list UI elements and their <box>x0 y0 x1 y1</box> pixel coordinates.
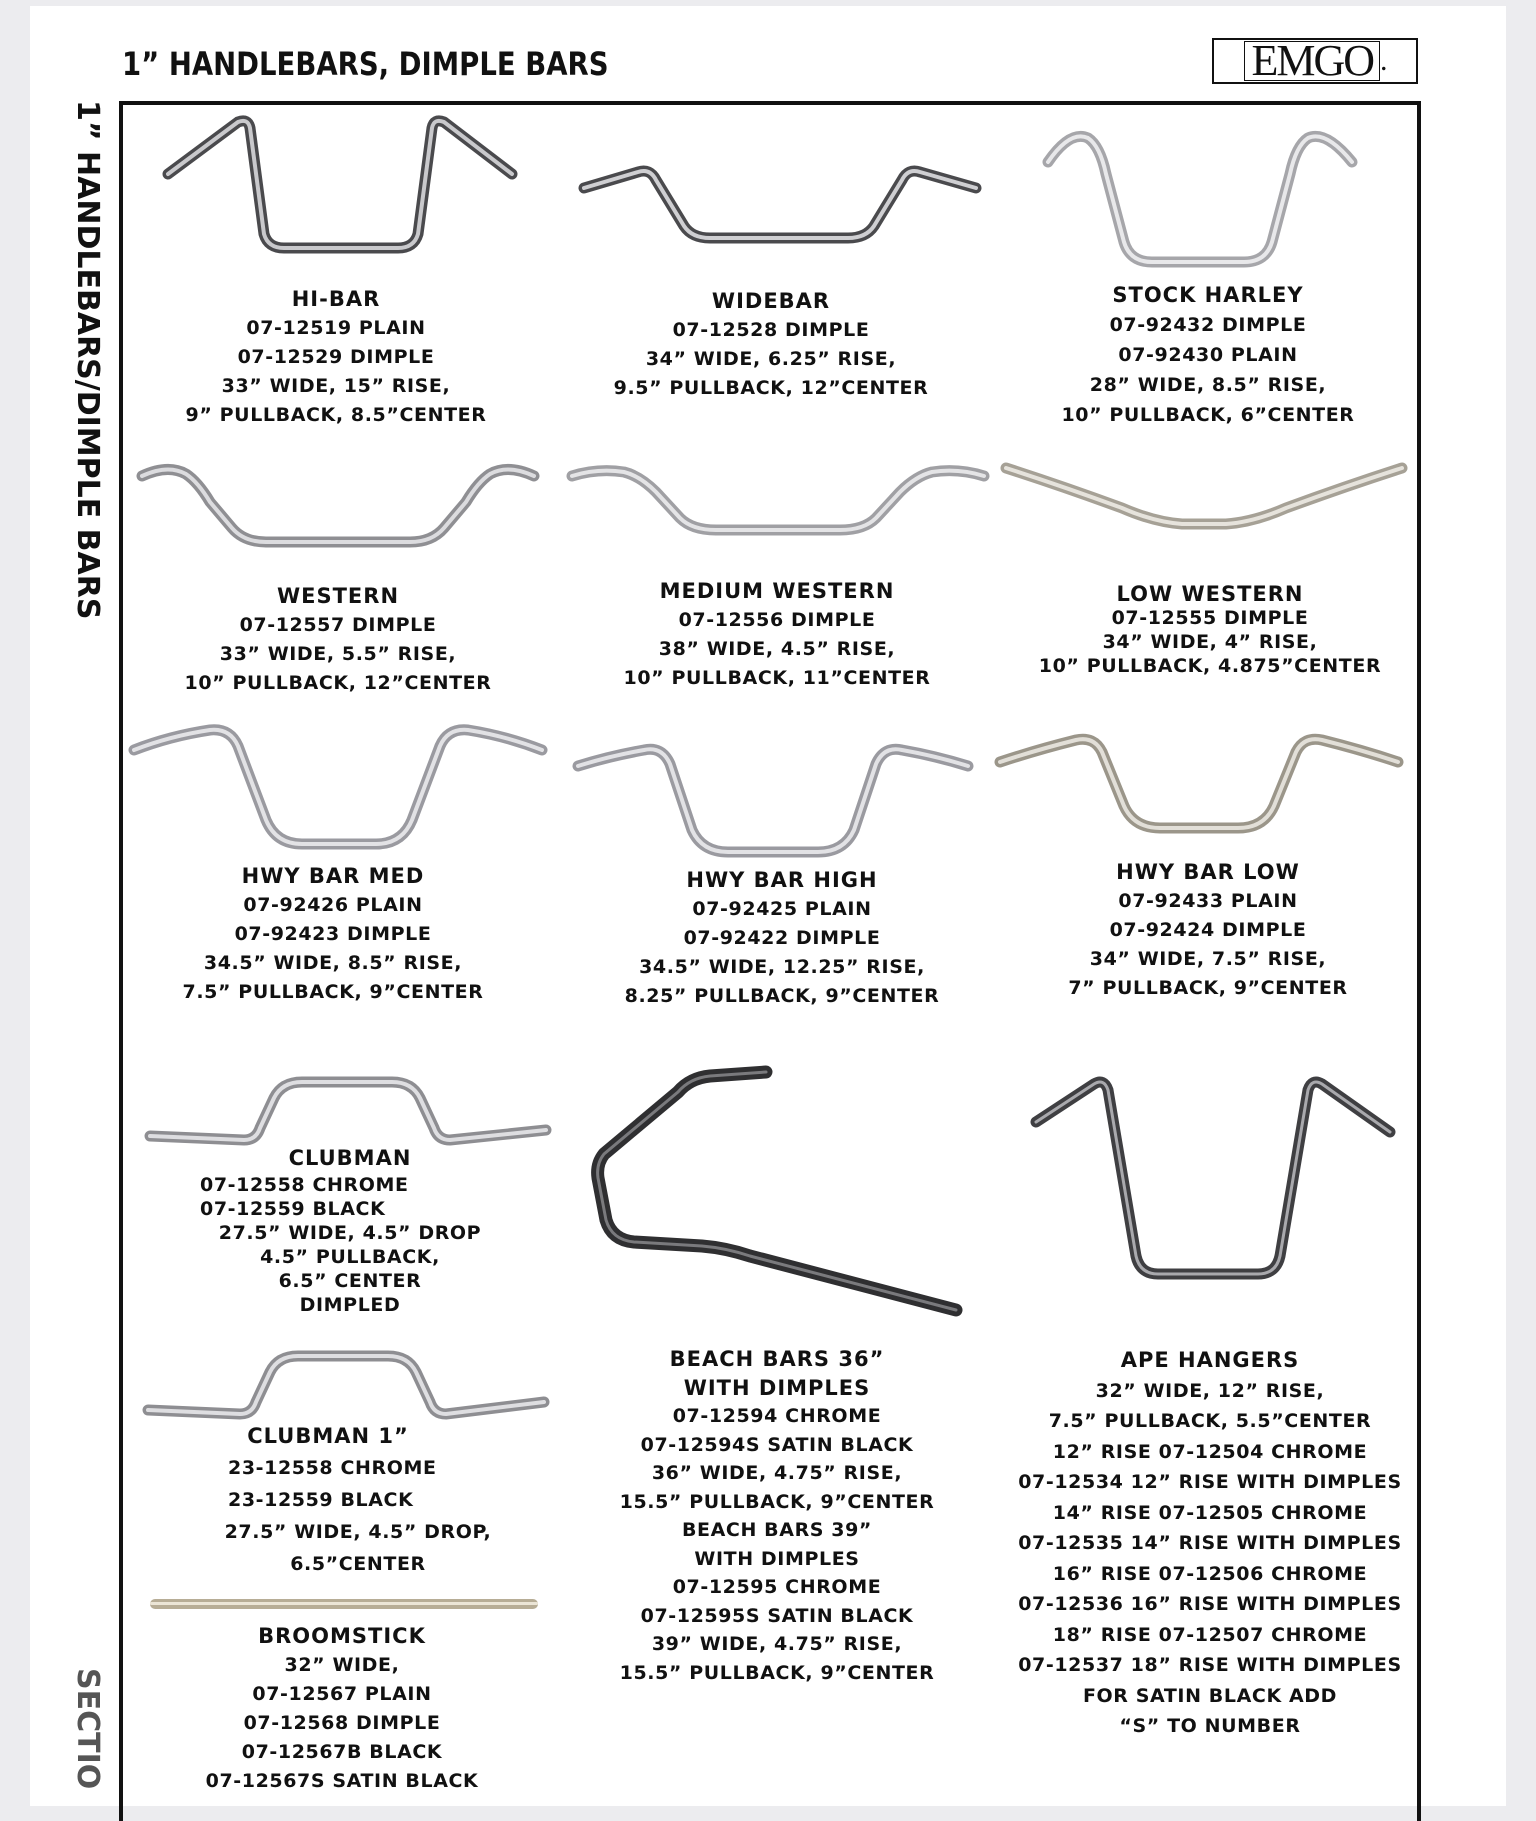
product-detail: 4.5” PULLBACK, <box>260 1246 440 1268</box>
side-section-label <box>70 100 105 619</box>
product-detail: 07-92426 PLAIN <box>243 894 423 916</box>
product-detail: 6.5” CENTER <box>278 1270 422 1292</box>
product-low-western <box>1030 582 1390 678</box>
product-name: WESTERN <box>276 584 400 608</box>
product-clubman-1 <box>208 1420 508 1580</box>
product-broomstick <box>192 1622 492 1796</box>
ape-hangers-image <box>1028 1076 1398 1288</box>
product-detail: 07-92430 PLAIN <box>1118 344 1298 366</box>
product-detail: 07-12535 14” RISE WITH DIMPLES <box>1018 1532 1402 1554</box>
product-medium-western <box>617 577 937 693</box>
product-detail: 18” RISE 07-12507 CHROME <box>1052 1623 1368 1646</box>
product-detail: 07-12568 DIMPLE <box>243 1712 441 1734</box>
stock-harley-image <box>1040 124 1360 274</box>
product-detail: 07-12595 CHROME <box>672 1576 882 1598</box>
product-detail: 16” RISE 07-12506 CHROME <box>1052 1562 1368 1585</box>
product-name: BROOMSTICK <box>258 1624 426 1648</box>
product-detail: 07-12529 DIMPLE <box>237 346 435 368</box>
product-detail: 07-12556 DIMPLE <box>678 609 876 631</box>
product-detail: 6.5”CENTER <box>290 1553 426 1575</box>
product-hwy-bar-low <box>1048 858 1368 1003</box>
product-name: HWY BAR MED <box>241 864 425 888</box>
product-detail: 07-12595S SATIN BLACK <box>640 1604 914 1627</box>
section-marker: SECTIO <box>70 1668 105 1790</box>
clubman-image <box>146 1076 550 1146</box>
emgo-logo-dot: . <box>1380 44 1386 77</box>
product-western <box>178 582 498 698</box>
product-detail: BEACH BARS 39” <box>681 1519 873 1541</box>
product-name: HI-BAR <box>291 287 381 311</box>
hi-bar-image <box>160 112 520 262</box>
product-detail: 07-92423 DIMPLE <box>234 923 432 945</box>
page-title: 1” HANDLEBARS, DIMPLE BARS <box>122 45 609 83</box>
western-image <box>138 458 538 548</box>
product-detail: 07-12534 12” RISE WITH DIMPLES <box>1018 1471 1402 1493</box>
product-detail: 10” PULLBACK, 4.875”CENTER <box>1038 655 1382 677</box>
product-name: CLUBMAN <box>288 1146 412 1170</box>
product-name: LOW WESTERN <box>1116 582 1304 606</box>
product-stock-harley <box>1048 280 1368 430</box>
product-detail: 23-12559 BLACK <box>228 1489 414 1511</box>
product-name: HWY BAR HIGH <box>686 868 878 892</box>
product-detail: 07-12536 16” RISE WITH DIMPLES <box>1018 1593 1402 1615</box>
product-detail: WITH DIMPLES <box>694 1547 860 1570</box>
product-name: APE HANGERS <box>1120 1348 1300 1372</box>
product-detail: 07-12567 PLAIN <box>252 1683 432 1705</box>
product-detail: 7.5” PULLBACK, 5.5”CENTER <box>1048 1410 1372 1432</box>
product-detail: 33” WIDE, 5.5” RISE, <box>219 643 457 665</box>
product-detail: 07-12594S SATIN BLACK <box>640 1433 914 1456</box>
product-detail: 38” WIDE, 4.5” RISE, <box>658 638 896 660</box>
product-name: BEACH BARS 36” <box>669 1347 885 1371</box>
product-detail: 32” WIDE, 12” RISE, <box>1095 1379 1325 1402</box>
product-clubman <box>200 1143 500 1317</box>
product-detail: 07-12567B BLACK <box>241 1741 443 1763</box>
product-detail: 07-92424 DIMPLE <box>1109 919 1307 941</box>
product-detail: 07-12558 CHROME <box>200 1174 409 1196</box>
product-detail: 10” PULLBACK, 6”CENTER <box>1061 404 1355 426</box>
product-name: CLUBMAN 1” <box>247 1424 409 1448</box>
product-detail: 7” PULLBACK, 9”CENTER <box>1068 977 1348 999</box>
product-detail: 07-92425 PLAIN <box>692 898 872 920</box>
product-detail: WITH DIMPLES <box>683 1375 871 1400</box>
product-detail: 34.5” WIDE, 12.25” RISE, <box>639 956 925 978</box>
broomstick-image <box>148 1596 540 1614</box>
product-detail: “S” TO NUMBER <box>1119 1715 1301 1737</box>
product-detail: 07-12519 PLAIN <box>246 317 426 339</box>
product-name: WIDEBAR <box>711 289 831 313</box>
product-detail: 10” PULLBACK, 12”CENTER <box>184 672 492 694</box>
product-detail: DIMPLED <box>299 1294 401 1316</box>
product-detail: 07-12567S SATIN BLACK <box>205 1770 479 1792</box>
hwy-bar-high-image <box>574 742 972 862</box>
product-detail: 10” PULLBACK, 11”CENTER <box>623 667 931 689</box>
product-detail: 07-92433 PLAIN <box>1118 890 1298 912</box>
product-detail: 07-12557 DIMPLE <box>239 614 437 636</box>
side-section-label-text: 1” HANDLEBARS/DIMPLE BARS <box>70 100 105 620</box>
product-detail: 15.5” PULLBACK, 9”CENTER <box>619 1490 935 1513</box>
beach-bars-image <box>590 1066 966 1316</box>
product-detail: 14” RISE 07-12505 CHROME <box>1052 1501 1368 1524</box>
product-detail: FOR SATIN BLACK ADD <box>1082 1684 1338 1707</box>
product-detail: 07-92432 DIMPLE <box>1109 314 1307 336</box>
product-ape-hangers <box>1015 1345 1405 1742</box>
product-detail: 7.5” PULLBACK, 9”CENTER <box>182 981 484 1003</box>
product-detail: 07-12537 18” RISE WITH DIMPLES <box>1018 1654 1402 1676</box>
medium-western-image <box>568 462 988 542</box>
product-detail: 34” WIDE, 4” RISE, <box>1102 631 1318 653</box>
product-name: HWY BAR LOW <box>1116 860 1300 884</box>
product-hwy-bar-high <box>612 866 952 1011</box>
low-western-image <box>1002 460 1406 540</box>
product-detail: 9” PULLBACK, 8.5”CENTER <box>185 404 487 426</box>
product-detail: 8.25” PULLBACK, 9”CENTER <box>624 985 940 1007</box>
product-detail: 15.5” PULLBACK, 9”CENTER <box>619 1661 935 1684</box>
product-beach-bars <box>617 1345 937 1687</box>
emgo-logo-text: EMGO <box>1244 41 1380 81</box>
product-detail: 34” WIDE, 6.25” RISE, <box>645 348 897 370</box>
hwy-bar-med-image <box>130 726 546 856</box>
widebar-image <box>580 160 980 250</box>
product-detail: 07-12528 DIMPLE <box>672 319 870 341</box>
product-detail: 36” WIDE, 4.75” RISE, <box>651 1462 903 1484</box>
hwy-bar-low-image <box>996 732 1402 842</box>
product-detail: 34” WIDE, 7.5” RISE, <box>1089 948 1327 970</box>
product-detail: 27.5” WIDE, 4.5” DROP, <box>224 1521 492 1543</box>
product-detail: 07-92422 DIMPLE <box>683 927 881 949</box>
product-detail: 27.5” WIDE, 4.5” DROP <box>218 1222 482 1244</box>
product-detail: 07-12559 BLACK <box>200 1198 386 1220</box>
product-detail: 07-12594 CHROME <box>672 1405 882 1427</box>
product-detail: 9.5” PULLBACK, 12”CENTER <box>613 377 929 399</box>
product-widebar <box>611 287 931 403</box>
product-hi-bar <box>176 285 496 430</box>
product-detail: 23-12558 CHROME <box>228 1457 437 1479</box>
product-hwy-bar-med <box>173 862 493 1007</box>
emgo-logo <box>1212 38 1418 84</box>
product-detail: 12” RISE 07-12504 CHROME <box>1052 1440 1368 1463</box>
product-detail: 07-12555 DIMPLE <box>1111 607 1309 629</box>
product-name: MEDIUM WESTERN <box>659 579 895 603</box>
product-name: STOCK HARLEY <box>1112 283 1304 307</box>
product-detail: 39” WIDE, 4.75” RISE, <box>651 1633 903 1655</box>
product-detail: 33” WIDE, 15” RISE, <box>221 375 451 397</box>
product-detail: 32” WIDE, <box>284 1654 400 1676</box>
product-detail: 28” WIDE, 8.5” RISE, <box>1089 374 1327 396</box>
product-detail: 34.5” WIDE, 8.5” RISE, <box>203 952 463 974</box>
clubman-1-image <box>144 1352 548 1422</box>
